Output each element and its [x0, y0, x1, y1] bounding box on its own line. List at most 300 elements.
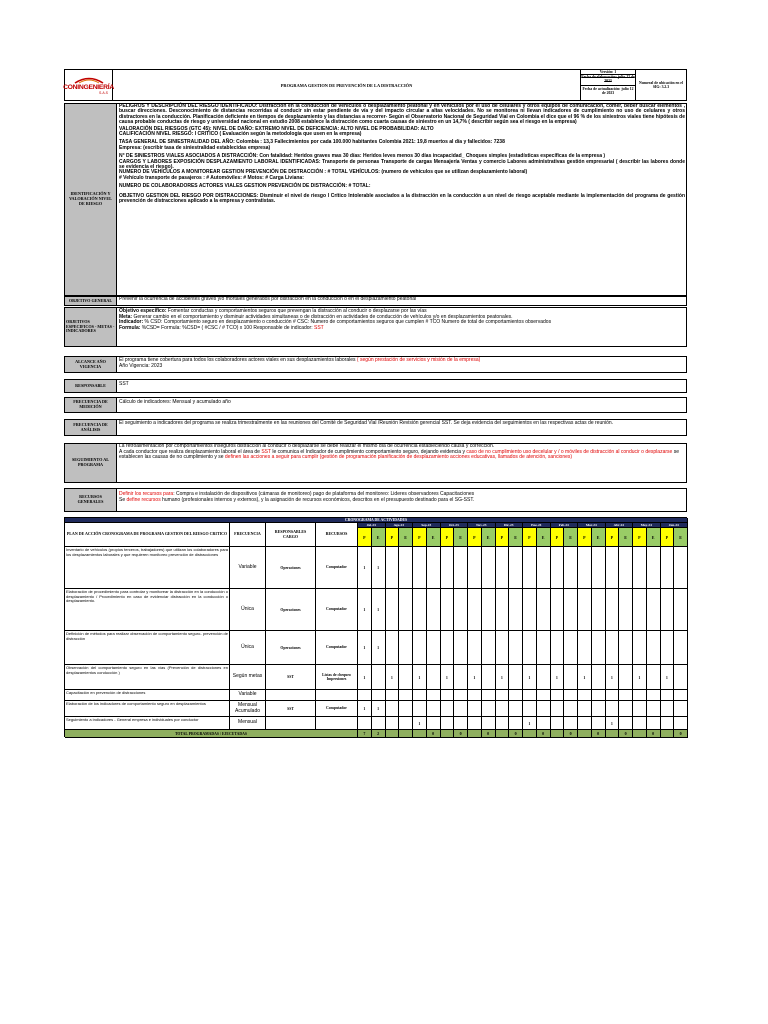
schedule-cell	[537, 717, 551, 730]
schedule-cell	[537, 665, 551, 690]
schedule-cell	[386, 717, 400, 730]
schedule-cell	[592, 547, 606, 589]
schedule-cell: 1	[578, 665, 592, 690]
schedule-cell	[413, 589, 427, 631]
resources-items: : Compra e instalación de dispositivos (cámaras de monitoreo) pago de plataforma del monitoreo: Lideres observadores Capacitaciones	[173, 491, 475, 497]
schedule-cell	[441, 717, 455, 730]
incident-count: N° DE SINIESTROS VIALES ASOCIADOS A DISTRACCIÓN: Con fatalidad: Heridos graves mas 30 días: Heridos leves menos 30 días incapacidad_ Choques simples (estadísticas específicas de la empresa )	[119, 153, 606, 160]
schedule-cell	[468, 701, 482, 717]
month-header: Jun-24	[661, 523, 689, 528]
indicator-owner: SST	[313, 324, 324, 331]
schedule-cell	[468, 631, 482, 665]
action-row-responsible	[266, 690, 316, 701]
schedule-cell	[551, 717, 565, 730]
scope-note: ( según prestación de servicios y misión de la empresa)	[356, 357, 481, 363]
cronograma-title: CRONOGRAMA DE ACTIVIDADES	[65, 518, 688, 523]
action-row-activity: Capacitación en prevención de distracciones	[65, 690, 230, 701]
company-rate: Empresa: (escribir tasa de siniestralidad establecidas empresa)	[119, 144, 271, 151]
schedule-cell	[454, 589, 468, 631]
action-row-responsible: Operaciones	[266, 547, 316, 589]
risk-valuation: VALORACIÓN DEL RIESGOS (GTC 45): NIVEL DE DAÑO: EXTREMO NIVEL DE DEFICIENCIA: ALTO NIVEL DE PROBABILIDAD: ALTO	[119, 125, 434, 132]
schedule-cell: 1	[468, 665, 482, 690]
executed-column-header: E	[674, 528, 688, 547]
month-header: Nov-23	[468, 523, 496, 528]
resources-prefix: Se	[119, 496, 127, 503]
schedule-cell: 1	[372, 589, 386, 631]
schedule-cell	[564, 631, 578, 665]
schedule-cell	[454, 631, 468, 665]
schedule-cell	[482, 701, 496, 717]
schedule-cell	[606, 690, 620, 701]
schedule-cell: 1	[358, 589, 372, 631]
schedule-cell	[674, 690, 688, 701]
collaborator-count: NUMERO DE COLABORADORES ACTORES VIALES GESTION PREVENCIÓN DE DISTRACCIÓN: # TOTAL:	[119, 183, 371, 190]
schedule-cell: 1	[441, 665, 455, 690]
executed-column-header: E	[592, 528, 606, 547]
schedule-cell	[564, 589, 578, 631]
vehicle-types: # Vehículo transporte de pasajeros : # Automóviles: # Motos: # Carga Liviana:	[119, 174, 304, 181]
total-cell: 0	[592, 730, 606, 738]
executed-column-header: E	[427, 528, 441, 547]
schedule-cell	[633, 631, 647, 665]
schedule-cell	[441, 631, 455, 665]
month-header: Sep-23	[413, 523, 441, 528]
action-row-resources: Computador	[316, 547, 358, 589]
schedule-cell	[564, 690, 578, 701]
total-cell: 0	[427, 730, 441, 738]
schedule-cell	[661, 589, 675, 631]
risk-objective: OBJETIVO GESTION DEL RIESGO POR DISTRACCIONES: Disminuir el nivel de riesgo I Crítico Intolerable asociados a la distracción en la conducción a un nivel de riesgo aceptable mediante la implementación del programa de gestión prevención de distracciones aplicado a la empresa y contratistas.	[119, 192, 685, 205]
schedule-cell	[386, 701, 400, 717]
version-label: Versión: 1	[581, 70, 635, 75]
numeral-location: Numeral de ubicación en el SIG: 3.2.3	[635, 70, 686, 100]
action-row-frequency: Variable	[230, 690, 266, 701]
executed-column-header: E	[509, 528, 523, 547]
owner-text: SST	[119, 381, 129, 387]
plan-column-header: P	[578, 528, 592, 547]
identification-label: IDENTIFICACIÓN Y VALORACIÓN NIVEL DE RIESGO	[65, 104, 117, 295]
total-cell	[386, 730, 400, 738]
schedule-cell	[674, 547, 688, 589]
month-header: Mar-24	[578, 523, 606, 528]
schedule-cell	[509, 665, 523, 690]
schedule-cell	[482, 589, 496, 631]
schedule-cell: 1	[523, 717, 537, 730]
executed-column-header: E	[372, 528, 386, 547]
total-cell	[523, 730, 537, 738]
schedule-cell	[523, 547, 537, 589]
schedule-cell	[592, 631, 606, 665]
month-header: Feb-24	[551, 523, 579, 528]
schedule-cell	[619, 690, 633, 701]
schedule-cell	[633, 547, 647, 589]
schedule-cell	[564, 547, 578, 589]
schedule-cell	[496, 589, 510, 631]
schedule-cell	[482, 547, 496, 589]
action-row-resources: Computador	[316, 631, 358, 665]
scope-content	[119, 358, 685, 372]
schedule-cell	[399, 547, 413, 589]
schedule-cell	[509, 717, 523, 730]
schedule-cell	[372, 690, 386, 701]
follow-up-line-1: La retroalimentación por comportamientos inseguros distracción al conducir o desplazarse se debe realizar el mismo día de ocurrencia estableciendo causa y corrección.	[119, 443, 495, 449]
schedule-cell	[633, 701, 647, 717]
total-cell	[399, 730, 413, 738]
schedule-cell	[482, 631, 496, 665]
schedule-cell	[413, 690, 427, 701]
schedule-cell	[647, 701, 661, 717]
plan-column-header: P	[633, 528, 647, 547]
document-title: PROGRAMA GESTION DE PREVENCIÓN DE LA DISTRACCIÓN	[280, 82, 413, 88]
schedule-cell: 1	[413, 665, 427, 690]
logo-arc-icon	[69, 76, 109, 84]
schedule-cell	[509, 631, 523, 665]
schedule-cell	[564, 701, 578, 717]
schedule-cell: 1	[496, 665, 510, 690]
schedule-cell	[496, 631, 510, 665]
measurement-frequency-text: Cálculo de indicadores: Mensual y acumulado año	[119, 399, 231, 405]
total-cell	[551, 730, 565, 738]
action-row-activity: Seguimiento a indicadores - General empresa e individuales por conductor	[65, 717, 230, 730]
action-row-activity: Elaboración de los indicadores de comportamiento seguro en desplazamientos	[65, 701, 230, 717]
schedule-cell	[441, 589, 455, 631]
schedule-cell	[496, 701, 510, 717]
schedule-cell	[523, 589, 537, 631]
accident-rate: TASA GENERAL DE SINIESTRALIDAD DEL AÑO: Colombia : 13,3 Fallecimientos por cada 100.000 habitantes Colombia 2021: 19,8 muertos al día y fallecidos: 7238	[119, 139, 505, 146]
schedule-cell	[386, 589, 400, 631]
plan-column-header: P	[661, 528, 675, 547]
action-row-responsible: SST	[266, 665, 316, 690]
schedule-cell	[606, 589, 620, 631]
action-row-resources: Computador	[316, 589, 358, 631]
scope-year: Año Vigencia: 2023	[119, 362, 163, 369]
schedule-cell	[468, 717, 482, 730]
total-cell	[468, 730, 482, 738]
logo-subtext: S.A.S	[99, 90, 108, 95]
schedule-cell	[454, 547, 468, 589]
follow-up-noncompliance: caso de no cumplimiento uso decelular y / o móviles de distracción al conducir o desplazarse	[466, 448, 673, 455]
schedule-cell	[578, 547, 592, 589]
schedule-cell	[674, 589, 688, 631]
schedule-cell	[427, 547, 441, 589]
schedule-cell	[509, 547, 523, 589]
schedule-cell	[509, 589, 523, 631]
schedule-cell	[399, 717, 413, 730]
schedule-cell	[482, 690, 496, 701]
month-header: Oct-23	[441, 523, 469, 528]
resources-label: RECURSOS GENERALES	[65, 489, 117, 511]
total-cell	[441, 730, 455, 738]
specific-objectives-label: OBJETIVOS ESPECIFICOS - METAS - INDICADORES	[65, 308, 117, 346]
resources-define: Definir los recursos para	[119, 491, 174, 497]
schedule-cell	[674, 665, 688, 690]
schedule-cell: 1	[523, 665, 537, 690]
schedule-cell	[647, 690, 661, 701]
total-cell: 0	[647, 730, 661, 738]
month-header: Ene-24	[523, 523, 551, 528]
action-plan-table	[64, 517, 687, 737]
schedule-cell	[427, 589, 441, 631]
identification-content	[118, 104, 686, 295]
schedule-cell	[454, 690, 468, 701]
follow-up-label: SEGUIMIENTO AL PROGRAMA	[65, 444, 117, 482]
plan-column-header: P	[358, 528, 372, 547]
plan-column-header: P	[496, 528, 510, 547]
schedule-cell	[564, 717, 578, 730]
action-row-activity: Inventario de vehículos (propios terceros, trabajadores) que utilizan los colaboradores para los desplazamientos laborales y que requieren monitoreo prevención de distracciones	[65, 547, 230, 589]
schedule-cell	[551, 589, 565, 631]
schedule-cell	[633, 589, 647, 631]
schedule-cell	[674, 631, 688, 665]
schedule-cell	[496, 547, 510, 589]
indicator-text: % CSD: Comportamiento seguro en desplazamiento o conducción # CSC: Numero de comportamientos seguros que cumplen # TCO Numero de total de comportamientos observados	[143, 319, 552, 326]
action-row-responsible: Operaciones	[266, 589, 316, 631]
executed-column-header: E	[454, 528, 468, 547]
executed-column-header: E	[537, 528, 551, 547]
total-cell: 0	[674, 730, 688, 738]
schedule-cell	[537, 690, 551, 701]
schedule-cell: 1	[633, 665, 647, 690]
schedule-cell	[509, 701, 523, 717]
schedule-cell	[647, 717, 661, 730]
schedule-cell	[674, 717, 688, 730]
schedule-cell	[468, 690, 482, 701]
schedule-cell	[674, 701, 688, 717]
schedule-cell	[441, 701, 455, 717]
schedule-cell	[468, 547, 482, 589]
total-cell: 0	[482, 730, 496, 738]
schedule-cell	[386, 547, 400, 589]
schedule-cell	[537, 547, 551, 589]
column-header-resources: RECURSOS	[316, 523, 358, 547]
resources-content	[119, 492, 685, 503]
follow-up-planning: (gestión de programación planificación de desplazamiento acciones educativas, llamados de atención, sanciones)	[318, 454, 573, 461]
follow-up-sst: SST	[261, 448, 271, 455]
schedule-cell	[592, 701, 606, 717]
schedule-cell	[441, 690, 455, 701]
executed-column-header: E	[619, 528, 633, 547]
schedule-cell	[551, 701, 565, 717]
schedule-cell	[427, 631, 441, 665]
schedule-cell	[454, 701, 468, 717]
schedule-cell	[399, 690, 413, 701]
schedule-cell	[564, 665, 578, 690]
total-cell	[413, 730, 427, 738]
schedule-cell	[661, 701, 675, 717]
total-cell: 0	[564, 730, 578, 738]
schedule-cell	[633, 690, 647, 701]
schedule-cell	[619, 717, 633, 730]
schedule-cell	[523, 631, 537, 665]
specific-objective-text: Fomentar conductas y comportamientos seguros que prevengan la distracción al conducir o desplazarse por las vías	[166, 308, 427, 314]
schedule-cell	[496, 717, 510, 730]
hazard-description: PELIGROS Y DESCRIPCIÓN DEL RIESGO IDENTIFICADO: Distracción en la conducción de vehículos o desplazamiento peatonal y en vehículos por el uso de celulares y otros equipos de comunicación, comer, beber buscar elementos , buscar direcciones. Desconocimiento de distancias recorridas al conducir sin estar pendiente de vía y del impacto circular a altas velocidades. No se monitorea ni llevan indicadores de cumplimiento no uso de celulares y otros distractores en la conducción. Planificación deficiente en tiempos de desplazamiento y las distancias a recorrer- Según el Observatorio Nacional de Seguridad Vial en Colombia el dice que el 96 % de los siniestros viales tiene hipótesis de causa probable conductas de riesgo y universidad nacional en estudio 2008 establece la distracción como cuarta causas de siniestro en un 14,7% ( describir según sea el riesgo en la empresa)	[119, 103, 685, 126]
exposed-roles: CARGOS Y LABORES EXPOSICIÓN DESPLAZAMIENTO LABORAL IDENTIFICADAS: Transporte de personas Transporte de cargas Mensajería Ventas y comercio Labores administrativas gestión empresarial ( describir las labores donde se evidencia el riesgo).	[119, 158, 685, 171]
schedule-cell: 1	[551, 665, 565, 690]
schedule-cell: 1	[606, 665, 620, 690]
executed-column-header: E	[564, 528, 578, 547]
total-cell: 0	[509, 730, 523, 738]
schedule-cell	[592, 589, 606, 631]
specific-objective-heading: Objetivo específico:	[119, 308, 167, 314]
schedule-cell	[441, 547, 455, 589]
formula-text: %CSD= Formula: %CSD= ( #CSC / # TCO) x 100 Responsable de indicador:	[140, 324, 314, 331]
vehicle-count: NUMERO DE VEHÍCULOS A MONITOREAR GESTION PREVENCIÓN DE DISTRACCIÓN : # TOTAL VEHÍCULOS: (numero de vehículos que se utilizan desplazamiento laboral)	[119, 169, 528, 176]
action-row-resources	[316, 717, 358, 730]
total-cell	[661, 730, 675, 738]
schedule-cell	[454, 665, 468, 690]
column-header-plan: PLAN DE ACCIÓN CRONOGRAMA DE PROGRAMA GESTION DEL RIESGO CRITICO	[65, 523, 230, 547]
analysis-frequency-text: El seguimiento a indicadores del programa se realiza trimestralmente en las reuniones del Comité de Seguridad Vial /Reunión Revisión gerencial SST. Se deja evidencia del seguimientos en las respectivas actas de reunión.	[119, 420, 614, 426]
schedule-cell	[454, 717, 468, 730]
schedule-cell	[619, 665, 633, 690]
schedule-cell: 1	[386, 665, 400, 690]
action-row-resources: Listas de chequeo Impresiones	[316, 665, 358, 690]
action-row-frequency: Según metas	[230, 665, 266, 690]
schedule-cell	[482, 717, 496, 730]
schedule-cell	[661, 690, 675, 701]
schedule-cell	[413, 701, 427, 717]
measurement-frequency-label: FRECUENCIA DE MEDICIÓN	[65, 398, 117, 412]
total-cell: 0	[619, 730, 633, 738]
goal-text: Generar cambio en el comportamiento y disminuir actividades simultaneas o de distracción en actividades de conducción de vehículos y/o en desplazamientos peatonales.	[132, 313, 513, 320]
schedule-cell	[578, 701, 592, 717]
schedule-cell	[537, 631, 551, 665]
total-cell: 2	[372, 730, 386, 738]
action-row-responsible	[266, 717, 316, 730]
follow-up-text-e: se establecen las causas de no cumplimiento y se	[119, 448, 679, 461]
executed-column-header: E	[647, 528, 661, 547]
schedule-cell	[578, 717, 592, 730]
schedule-cell	[578, 690, 592, 701]
schedule-cell	[386, 631, 400, 665]
total-cell	[578, 730, 592, 738]
schedule-cell	[661, 717, 675, 730]
owner-label: RESPONSABLE	[65, 380, 117, 392]
general-objective-label: OBJETIVO GENERAL	[65, 297, 117, 305]
schedule-cell	[551, 690, 565, 701]
indicator-heading: Indicador:	[119, 319, 144, 326]
schedule-cell	[386, 690, 400, 701]
follow-up-actions: definen las acciones a seguir para cumplir	[224, 454, 319, 461]
update-date: Fecha de actualización: julio 12 de 2023	[582, 87, 634, 96]
schedule-cell	[468, 589, 482, 631]
schedule-cell	[509, 690, 523, 701]
action-row-frequency: Única	[230, 631, 266, 665]
schedule-cell: 1	[372, 547, 386, 589]
action-row-activity: Elaboración de procedimiento para controlar y monitorear la distracción en la conducción o desplazamiento / Procedimiento en caso de evidenciar distracción en la conducción o desplazamiento.	[65, 589, 230, 631]
schedule-cell	[537, 589, 551, 631]
schedule-cell	[606, 547, 620, 589]
plan-column-header: P	[413, 528, 427, 547]
plan-column-header: P	[551, 528, 565, 547]
action-row-resources	[316, 690, 358, 701]
schedule-cell	[413, 547, 427, 589]
month-header: Abr-24	[606, 523, 634, 528]
resources-detail: humano (profesionales internos y externos), y la asignación de recursos económicos, descritos en el presupuesto destinado para el SG-SST.	[160, 496, 475, 503]
schedule-cell	[399, 631, 413, 665]
schedule-cell	[523, 701, 537, 717]
schedule-cell	[578, 589, 592, 631]
version-block	[580, 70, 635, 100]
schedule-cell	[619, 701, 633, 717]
total-cell	[606, 730, 620, 738]
month-header: Ago-23	[386, 523, 414, 528]
schedule-cell: 1	[413, 717, 427, 730]
schedule-cell	[592, 665, 606, 690]
scope-text: El programa tiene cobertura para todos los colaboradores actores viales en sus desplazamientos laborales	[119, 357, 357, 363]
plan-column-header: P	[441, 528, 455, 547]
executed-column-header: E	[399, 528, 413, 547]
plan-column-header: P	[606, 528, 620, 547]
schedule-cell	[427, 701, 441, 717]
action-row-frequency: Variable	[230, 547, 266, 589]
specific-objectives-content	[119, 309, 685, 345]
schedule-cell	[633, 717, 647, 730]
totals-label: TOTAL PROGRAMADAS / EJECUTADAS	[65, 730, 358, 738]
schedule-cell	[427, 690, 441, 701]
schedule-cell: 1	[358, 631, 372, 665]
total-cell	[633, 730, 647, 738]
schedule-cell	[413, 631, 427, 665]
schedule-cell	[537, 701, 551, 717]
schedule-cell	[647, 547, 661, 589]
action-row-responsible: SST	[266, 701, 316, 717]
schedule-cell	[592, 690, 606, 701]
schedule-cell	[523, 690, 537, 701]
goal-heading: Meta:	[119, 313, 133, 320]
column-header-responsible: RESPONSABLES CARGO	[266, 523, 316, 547]
schedule-cell: 1	[372, 701, 386, 717]
schedule-cell: 1	[661, 665, 675, 690]
follow-up-content	[119, 444, 685, 482]
month-header: May-24	[633, 523, 661, 528]
schedule-cell	[592, 717, 606, 730]
follow-up-text-c: le comunica el Indicador de cumplimiento comportamiento seguro, dejando evidencia y	[270, 448, 467, 455]
schedule-cell	[427, 717, 441, 730]
schedule-cell	[482, 665, 496, 690]
action-row-resources: Computador	[316, 701, 358, 717]
month-header: Dic-23	[496, 523, 524, 528]
action-row-activity: Observación del comportamiento seguro en las vías (Prevención de distracciones en desplazamientos conducción )	[65, 665, 230, 690]
schedule-cell	[358, 717, 372, 730]
schedule-cell	[619, 547, 633, 589]
schedule-cell	[399, 701, 413, 717]
action-row-frequency: Mensual Acumulado	[230, 701, 266, 717]
schedule-cell: 1	[358, 701, 372, 717]
schedule-cell	[606, 631, 620, 665]
elaboration-date: Fecha de elaboración: julio 12 de 2023	[581, 75, 635, 86]
risk-level: CALIFICACIÓN NIVEL RIESGO: I CRITICO ( Evaluación según la metodología que usen en la empresa)	[119, 131, 362, 138]
executed-column-header: E	[482, 528, 496, 547]
formula-heading: Formula:	[119, 324, 141, 331]
schedule-cell	[399, 589, 413, 631]
schedule-cell	[551, 547, 565, 589]
schedule-cell	[372, 665, 386, 690]
logo-text: CONINGENIERÍA	[63, 83, 114, 91]
logo	[65, 70, 113, 100]
schedule-cell	[427, 665, 441, 690]
schedule-cell	[578, 631, 592, 665]
analysis-frequency-label: FRECUENCIA DE ANÁLISIS	[65, 420, 117, 435]
action-row-frequency: Única	[230, 589, 266, 631]
schedule-cell	[496, 690, 510, 701]
schedule-cell	[372, 717, 386, 730]
schedule-cell: 1	[358, 665, 372, 690]
schedule-cell: 1	[372, 631, 386, 665]
total-cell: 0	[454, 730, 468, 738]
plan-column-header: P	[523, 528, 537, 547]
